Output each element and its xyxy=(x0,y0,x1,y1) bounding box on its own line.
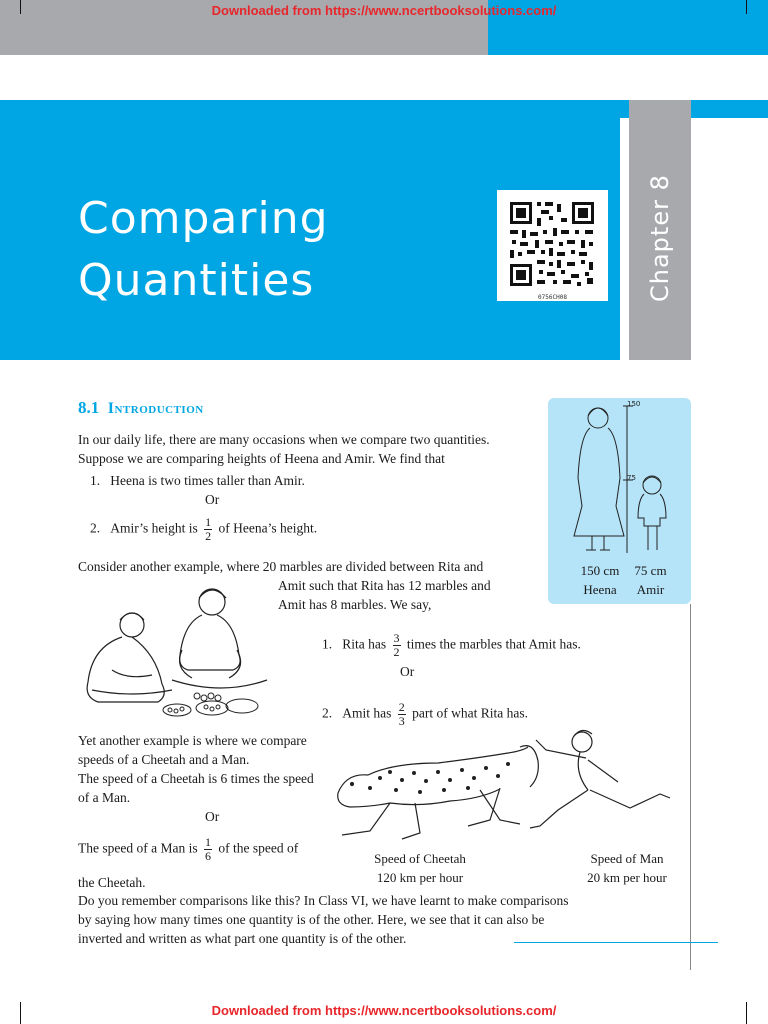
scale-top-label: 150 xyxy=(627,400,641,408)
text: of the speed of xyxy=(218,840,299,856)
cheetah-line-4: of a Man. xyxy=(78,790,131,805)
chapter-tab xyxy=(629,100,691,360)
or-label: Or xyxy=(205,492,220,507)
man-speed-line-2: the Cheetah. xyxy=(78,875,146,890)
text: The speed of a Man is xyxy=(78,840,198,856)
height-illustration xyxy=(548,398,691,558)
cheetah-caption xyxy=(345,849,495,887)
fraction-denominator: 6 xyxy=(204,849,211,863)
heena-caption xyxy=(570,561,630,599)
amir-name: Amir xyxy=(636,582,665,597)
list-text: Amit has xyxy=(342,705,392,721)
fraction-denominator: 3 xyxy=(398,714,405,728)
chapter-title xyxy=(78,188,329,312)
crop-mark xyxy=(20,0,21,14)
list-item-1 xyxy=(90,471,305,490)
man-caption xyxy=(568,849,686,887)
or-label: Or xyxy=(205,809,220,824)
section-heading xyxy=(78,398,204,418)
cheetah-line-2: speeds of a Cheetah and a Man. xyxy=(78,752,250,767)
heena-height: 150 cm xyxy=(580,563,620,578)
amit-statement xyxy=(322,701,528,728)
cheetah-line-1: Yet another example is where we compare xyxy=(78,733,307,748)
download-link-bottom[interactable]: Downloaded from https://www.ncertbooksolutions.com/ xyxy=(211,1003,557,1018)
list-number: 2. xyxy=(90,520,101,536)
download-link-top[interactable]: Downloaded from https://www.ncertbooksolutions.com/ xyxy=(211,3,557,18)
chapter-title-line2: Quantities xyxy=(78,255,315,306)
fraction xyxy=(398,701,406,728)
fraction-numerator: 2 xyxy=(398,700,405,714)
fraction-denominator: 2 xyxy=(205,529,212,543)
fraction-denominator: 2 xyxy=(393,645,400,659)
list-text: Heena is two times taller than Amir. xyxy=(110,473,305,488)
section-title: Introduction xyxy=(107,400,204,417)
fraction xyxy=(204,516,212,543)
speed-illustration xyxy=(330,728,690,846)
chapter-title-line1: Comparing xyxy=(78,193,329,244)
qr-code-label: 0756CH08 xyxy=(538,294,567,301)
list-item-2 xyxy=(90,516,317,543)
cheetah-line-3: The speed of a Cheetah is 6 times the speed xyxy=(78,771,314,786)
amir-caption xyxy=(628,561,673,599)
fraction-numerator: 1 xyxy=(204,835,211,849)
marbles-line-2: Amit such that Rita has 12 marbles and xyxy=(278,578,491,593)
chapter-label: Chapter 8 xyxy=(646,174,674,302)
list-text: part of what Rita has. xyxy=(412,705,528,721)
intro-line-1: In our daily life, there are many occasions when we compare two quantities. xyxy=(78,432,490,447)
fraction-numerator: 1 xyxy=(205,515,212,529)
man-caption-value: 20 km per hour xyxy=(587,870,667,885)
cheetah-caption-title: Speed of Cheetah xyxy=(374,851,466,866)
cheetah-caption-value: 120 km per hour xyxy=(376,870,464,885)
list-text: times the marbles that Amit has. xyxy=(406,636,581,652)
man-speed-statement xyxy=(78,836,298,863)
marbles-illustration xyxy=(72,580,272,725)
man-caption-title: Speed of Man xyxy=(590,851,664,866)
amir-height: 75 cm xyxy=(634,563,667,578)
fraction-numerator: 3 xyxy=(393,631,400,645)
list-number: 2. xyxy=(322,705,333,721)
height-figure xyxy=(548,398,691,604)
qr-code[interactable] xyxy=(497,190,608,301)
qr-code-graphic xyxy=(497,190,608,290)
marbles-line-3: Amit has 8 marbles. We say, xyxy=(278,597,432,612)
list-number: 1. xyxy=(90,473,101,488)
margin-rule xyxy=(690,604,691,970)
conclusion-line-3: inverted and written as what part one quantity is of the other. xyxy=(78,931,407,946)
fraction xyxy=(204,836,212,863)
section-number: 8.1 xyxy=(78,398,100,417)
rita-statement xyxy=(322,632,581,659)
conclusion-line-1: Do you remember comparisons like this? In Class VI, we have learnt to make comparisons xyxy=(78,893,569,908)
intro-line-2: Suppose we are comparing heights of Heena and Amir. We find that xyxy=(78,451,445,466)
list-text: Rita has xyxy=(342,636,387,652)
heena-name: Heena xyxy=(583,582,617,597)
list-number: 1. xyxy=(322,636,333,652)
blue-rule xyxy=(514,942,718,943)
crop-mark xyxy=(746,0,747,14)
marbles-line-1: Consider another example, where 20 marbles are divided between Rita and xyxy=(78,559,484,574)
scale-mid-label: 75 xyxy=(627,474,636,482)
fraction xyxy=(393,632,401,659)
list-text: Amir’s height is xyxy=(110,520,198,536)
or-label: Or xyxy=(400,664,415,679)
conclusion-line-2: by saying how many times one quantity is of the other. Here, we see that it can also be xyxy=(78,912,545,927)
list-text: of Heena’s height. xyxy=(218,520,318,536)
